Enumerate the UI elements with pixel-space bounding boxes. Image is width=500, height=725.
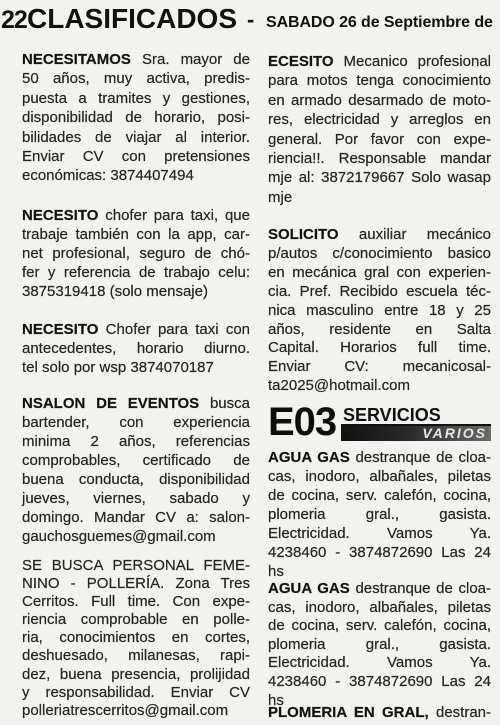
ad-line: plomeria gral., gasista. bbox=[268, 506, 491, 523]
section-header bbox=[268, 400, 491, 444]
ad-line: ta2025@hotmail.com bbox=[268, 377, 410, 395]
ad-line-first: SE BUSCA PERSONAL FEME- bbox=[22, 557, 250, 574]
ad-line-first bbox=[22, 50, 250, 69]
ad-line-first bbox=[268, 703, 491, 722]
ad-line: nica masculino entre 18 y 25 bbox=[268, 301, 491, 319]
ad-line: Electricidad. Vamos Ya. bbox=[268, 525, 491, 542]
section-name: CLASIFICADOS bbox=[27, 3, 237, 34]
ad-line: general. Por favor con expe- bbox=[268, 130, 491, 148]
ad-line: buena conducta, disponibilidad bbox=[22, 471, 250, 488]
classified-ad bbox=[268, 52, 491, 207]
ad-line: puesta a tramites y gestiones, bbox=[22, 89, 250, 107]
classified-ad bbox=[22, 50, 250, 186]
ad-line: jueves, viernes, sabado y bbox=[22, 490, 250, 507]
page-number: 22 bbox=[1, 6, 27, 34]
section-title: SERVICIOS bbox=[341, 406, 491, 426]
ad-line: net profesional, seguro de chó- bbox=[22, 245, 250, 262]
ad-line-text: destranque de cloa- bbox=[355, 580, 492, 597]
ad-line-first bbox=[22, 320, 250, 339]
ad-line-text: auxiliar mecánico bbox=[358, 226, 491, 243]
page-header bbox=[0, 2, 500, 40]
ad-line: domingo. Mandar CV a: salon- bbox=[22, 509, 250, 526]
ad-keyword: SOLICITO bbox=[268, 226, 339, 243]
ad-keyword: AGUA GAS bbox=[268, 449, 350, 466]
classified-ad bbox=[268, 580, 491, 710]
classified-ad bbox=[268, 448, 491, 581]
ad-line: fer y referencia de trabajo celu: bbox=[22, 264, 250, 281]
ad-line: Capital. Horarios full time. bbox=[268, 339, 491, 357]
ad-line: de cocina, serv. calefón, cocina, bbox=[268, 617, 491, 635]
classified-ad bbox=[268, 226, 491, 396]
ad-line: para motos tenga conocimiento bbox=[268, 72, 491, 90]
ad-line: 4238460 - 3874872690 Las 24 hs bbox=[268, 544, 491, 580]
ad-line-text: destranque de cloa- bbox=[355, 449, 492, 466]
ad-line: minima 2 años, referencias bbox=[22, 433, 250, 450]
ad-line: 3875319418 (solo mensaje) bbox=[22, 283, 208, 300]
ad-keyword: NSALON DE EVENTOS bbox=[22, 395, 200, 412]
ad-line-text: Sra. mayor de bbox=[141, 51, 250, 68]
ad-line: bilidades de viajar al interior. bbox=[22, 128, 250, 146]
ad-line-first bbox=[268, 52, 491, 71]
ad-line: mje al: 3872179667 Solo wasap bbox=[268, 169, 491, 187]
ad-line: ria, conocimientos en cortes, bbox=[22, 629, 250, 647]
classified-ad bbox=[268, 703, 491, 722]
ad-line: plomeria gral., gasista. bbox=[268, 635, 491, 653]
ad-line: cia. Pref. Recibido escuela téc- bbox=[268, 282, 491, 300]
ad-line: Electricidad. Vamos Ya. bbox=[268, 654, 491, 672]
ad-keyword: NECESITO bbox=[22, 321, 99, 338]
ad-line: 4238460 - 3874872690 Las 24 hs bbox=[268, 672, 491, 709]
ad-line-text: busca bbox=[209, 395, 250, 412]
ad-line: comprobables, certificado de bbox=[22, 452, 250, 469]
ad-line: Enviar CV: mecanicosal- bbox=[268, 358, 491, 376]
ad-line: mje bbox=[268, 188, 293, 206]
ad-line-first bbox=[268, 448, 491, 467]
classified-ad bbox=[22, 557, 250, 720]
ad-line: tel solo por wsp 3874070187 bbox=[22, 359, 214, 376]
section-labels bbox=[341, 406, 491, 441]
ad-line-text: Chofer para taxi con bbox=[105, 321, 251, 338]
classified-ad bbox=[22, 320, 250, 377]
ad-line: económicas: 3874407494 bbox=[22, 167, 194, 185]
ad-line: NINO - POLLERÍA. Zona Tres bbox=[22, 575, 250, 593]
classified-ad bbox=[22, 206, 250, 301]
ad-line: de cocina, serv. calefón, cocina, bbox=[268, 487, 491, 504]
ad-line: riencia comprobable en polle- bbox=[22, 611, 250, 629]
header-separator: - bbox=[247, 7, 255, 32]
ad-line: deshuesado, milanesas, rapi- bbox=[22, 647, 250, 665]
ad-line: cas, inodoro, albañales, piletas bbox=[268, 468, 491, 485]
ad-line: en armado desarmado de moto- bbox=[268, 91, 491, 109]
ad-line: Enviar CV con pretensiones bbox=[22, 148, 250, 166]
ad-line: 50 años, muy activa, predis- bbox=[22, 70, 250, 88]
ad-line-text: chofer para taxi, que bbox=[105, 207, 250, 224]
ad-keyword: ECESITO bbox=[268, 53, 334, 70]
ad-line: y responsabilidad. Enviar CV bbox=[22, 683, 250, 701]
ad-line: gauchosguemes@gmail.com bbox=[22, 528, 216, 545]
issue-date: SABADO 26 de Septiembre de bbox=[266, 14, 493, 31]
classified-ad bbox=[22, 394, 250, 546]
ad-line-first bbox=[268, 226, 491, 245]
ad-line-first bbox=[22, 206, 250, 225]
ad-keyword: AGUA GAS bbox=[268, 580, 350, 597]
ad-keyword: NECESITAMOS bbox=[22, 51, 131, 68]
ad-line: bartender, con experiencia bbox=[22, 414, 250, 431]
ad-line-first bbox=[22, 394, 250, 413]
ad-line: cas, inodoro, albañales, piletas bbox=[268, 598, 491, 616]
ad-line: p/autos c/conocimiento basico bbox=[268, 244, 491, 262]
section-subtitle: VARIOS bbox=[341, 426, 491, 441]
ad-line-text: destran- bbox=[435, 704, 492, 721]
section-code: E03 bbox=[268, 400, 337, 444]
ad-line: dez, buena presencia, prolijidad bbox=[22, 665, 250, 683]
ad-line-first bbox=[268, 580, 491, 599]
ad-line: polleriatrescerritos@gmail.com bbox=[22, 701, 229, 719]
ad-keyword: NECESITO bbox=[22, 207, 99, 224]
ad-line-text: Mecanico profesional bbox=[343, 53, 491, 70]
ad-line: en mecánica gral con experien- bbox=[268, 263, 491, 281]
ad-line: res, electricidad y arreglos en bbox=[268, 111, 491, 129]
ad-line: disponibilidad de horario, posi- bbox=[22, 109, 250, 127]
ad-line: trabaje también con la app, car- bbox=[22, 226, 250, 243]
ad-keyword: PLOMERIA EN GRAL, bbox=[268, 704, 429, 721]
ad-line: Cerritos. Full time. Con expe- bbox=[22, 593, 250, 611]
ad-line: antecedentes, horario diurno. bbox=[22, 340, 250, 357]
ad-line: años, residente en Salta bbox=[268, 320, 491, 338]
ad-line: riencia!!. Responsable mandar bbox=[268, 150, 491, 168]
